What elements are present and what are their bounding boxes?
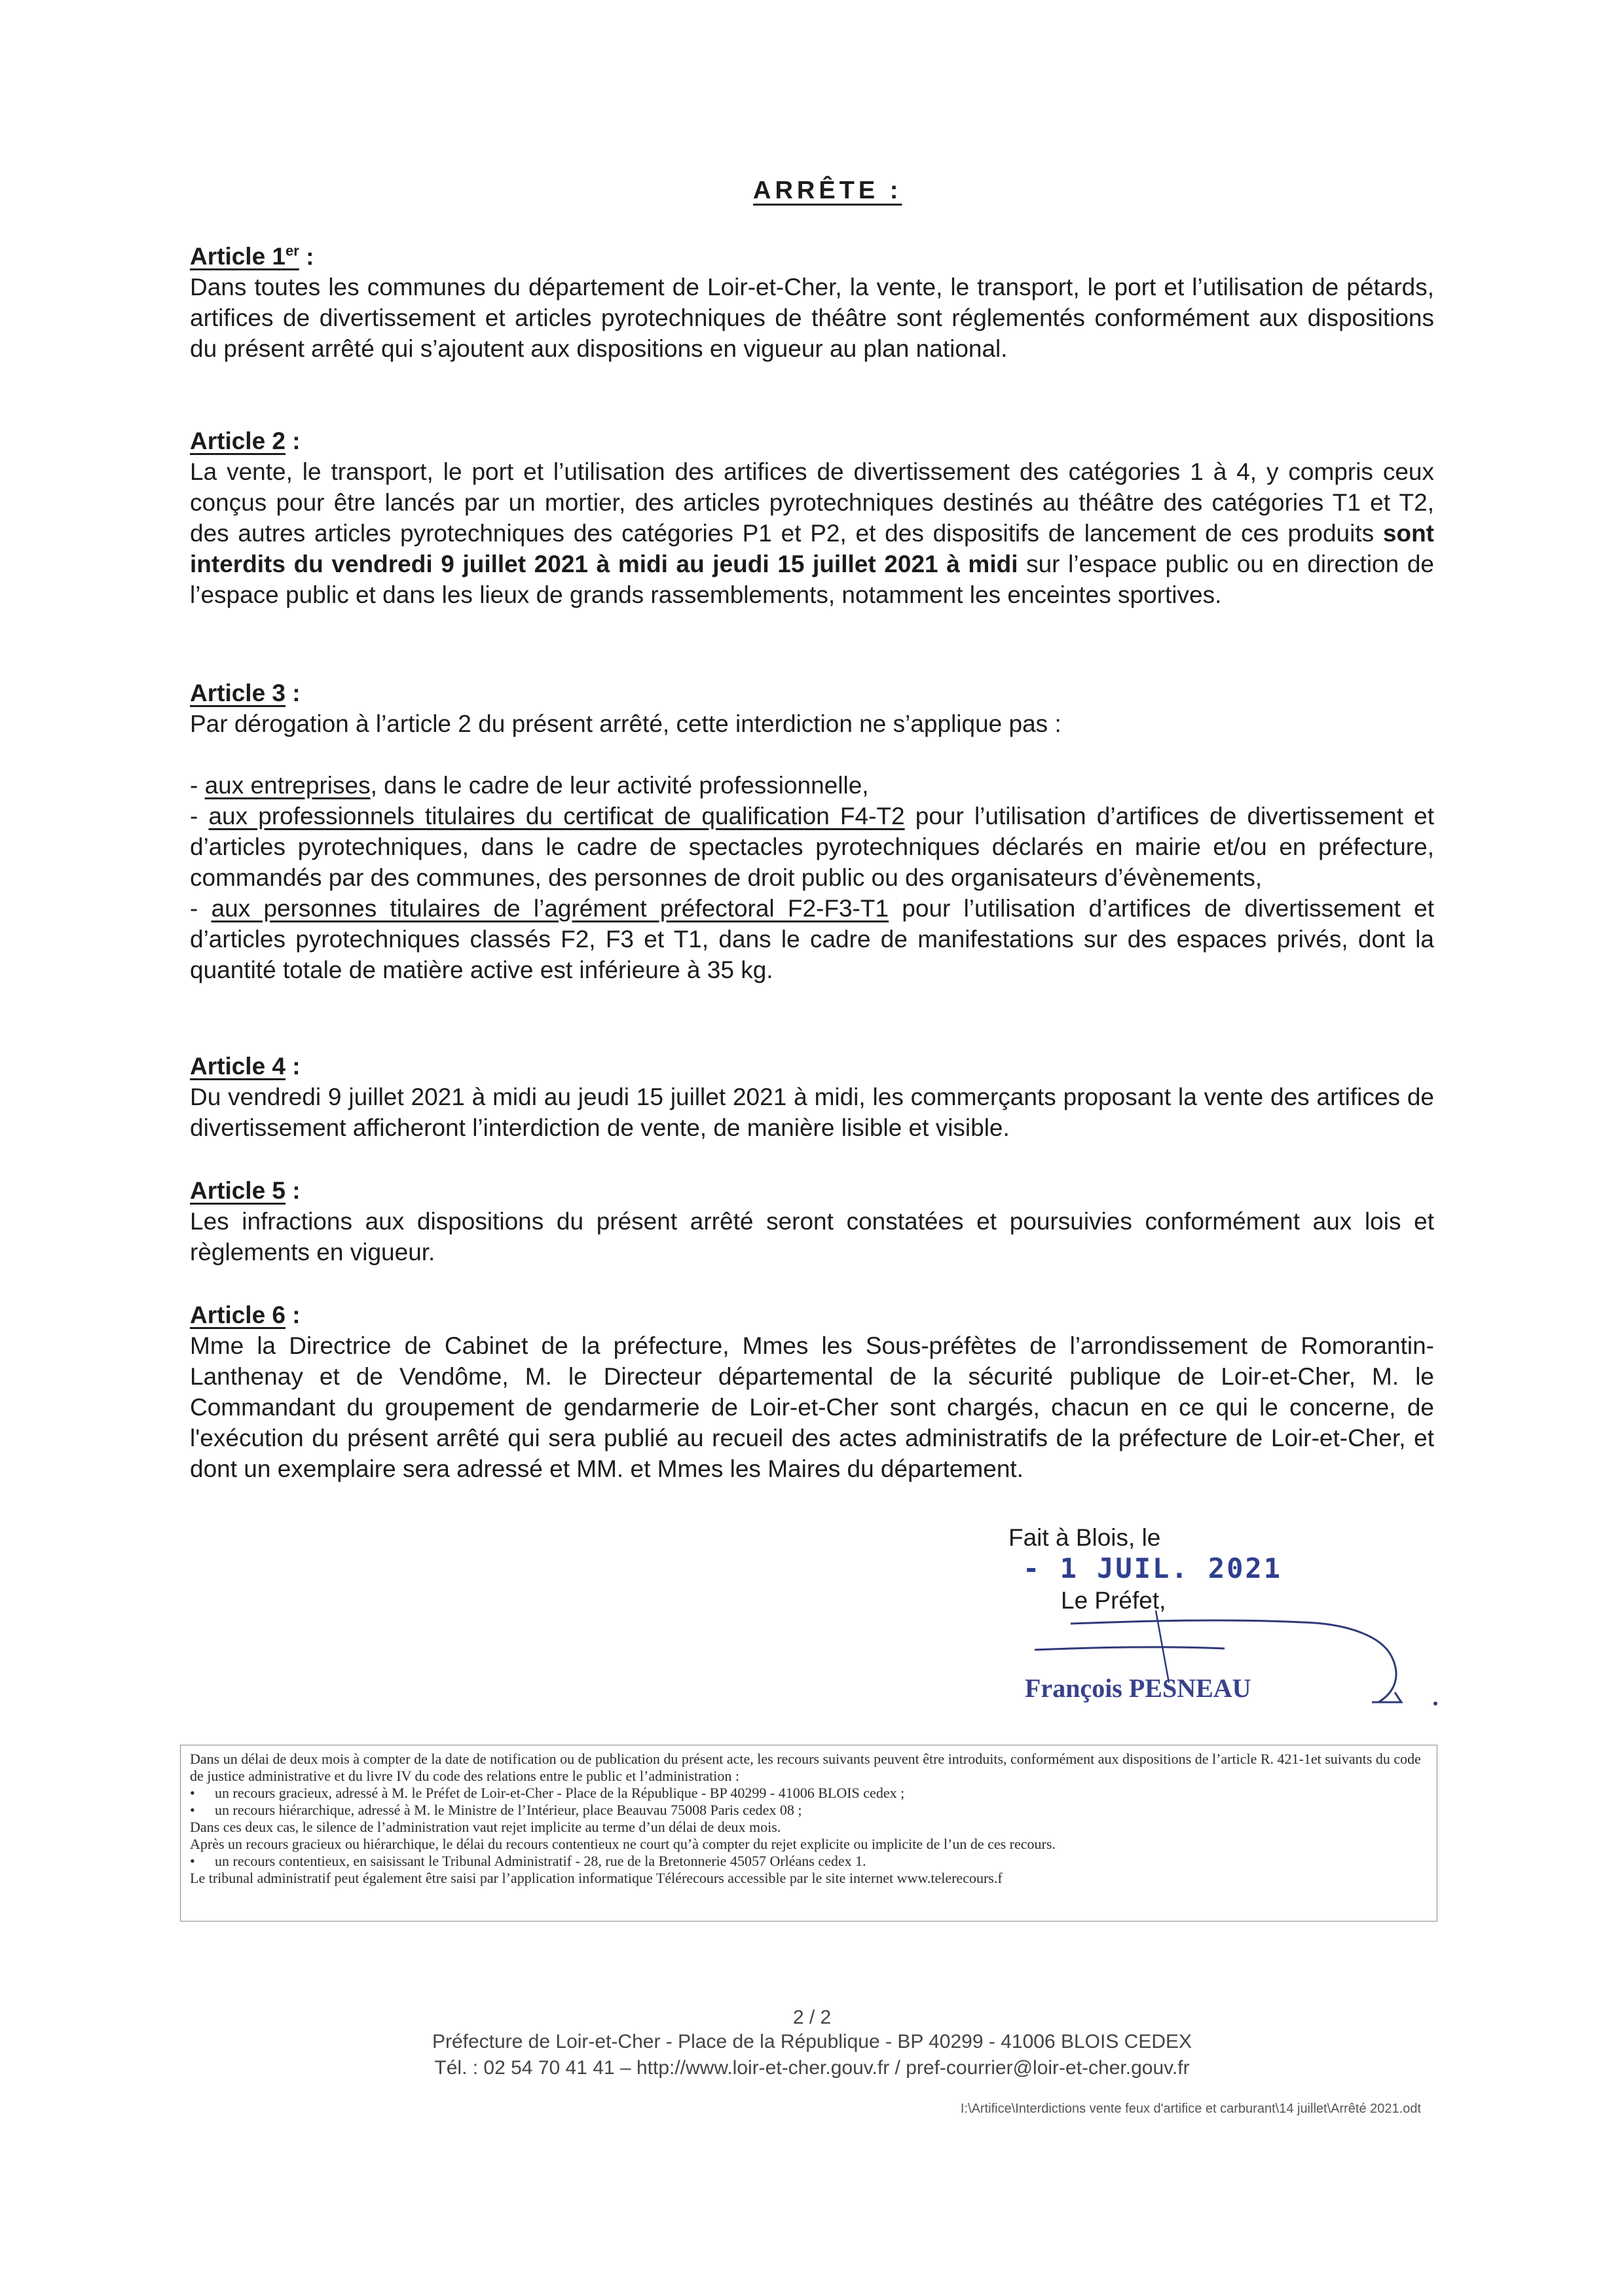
- exemption-item: - aux entreprises, dans le cadre de leur activité professionnelle,: [190, 772, 869, 799]
- article-6-heading: Article 6: [190, 1302, 286, 1328]
- article-2-heading: Article 2: [190, 428, 286, 454]
- signatory-role: Le Préfet,: [1061, 1587, 1166, 1614]
- notice-line: Dans ces deux cas, le silence de l’administration vaut rejet implicite au terme d’un délai de deux mois.: [190, 1819, 781, 1835]
- page-number: 2 / 2: [792, 2007, 832, 2028]
- exemption-item: - aux personnes titulaires de l’agrément préfectoral F2-F3-T1 pour l’utilisation d’artifices de divertissement et d’articles pyrotechniques classés F2, F3 et T1, dans le cadre de manifestations sur des espaces privés, dont la quantité totale de matière active est inférieure à 35 kg.: [190, 895, 1435, 983]
- article-4-text: Du vendredi 9 juillet 2021 à midi au jeudi 15 juillet 2021 à midi, les commerçants proposant la vente des artifices de divertissement afficheront l’interdiction de vente, de manière lisible et visible.: [190, 1084, 1434, 1141]
- notice-line: Après un recours gracieux ou hiérarchique, le délai du recours contentieux ne court qu’à compter du rejet explicite ou implicite de l’un de ces recours.: [190, 1836, 1056, 1852]
- footer-address: Préfecture de Loir-et-Cher - Place de la République - BP 40299 - 41006 BLOIS CEDEX: [432, 2031, 1192, 2052]
- article-1-text: Dans toutes les communes du département de Loir-et-Cher, la vente, le transport, le port et l’utilisation de pétards, artifices de divertissement et articles pyrotechniques de théâtre sont réglementés conformément aux dispositions du présent arrêté qui s’ajoutent aux dispositions en vigueur au plan national.: [190, 274, 1434, 363]
- notice-intro: Dans un délai de deux mois à compter de la date de notification ou de publication du présent acte, les recours suivants peuvent être introduits, conformément aux dispositions de l’article R. 421-1et suivants du code de justice administrative et du livre IV du code des relations entre le public et l’administration :: [190, 1751, 1421, 1784]
- article-2-text: La vente, le transport, le port et l’utilisation des artifices de divertissement des catégories 1 à 4, y compris ceux conçus pour être lancés par un mortier, des articles pyrotechniques destinés au théâtre des catégories T1 et T2, des autres articles pyrotechniques des catégories P1 et P2, et des dispositifs de lancement de ces produits sont interdits du vendredi 9 juillet 2021 à midi au jeudi 15 juillet 2021 à midi sur l’espace public ou en direction de l’espace public et dans les lieux de grands rassemblements, notamment les enceintes sportives.: [190, 458, 1434, 608]
- notice-line: Le tribunal administratif peut également être saisi par l’application informatique Télérecours accessible par le site internet www.telerecours.f: [190, 1870, 1003, 1886]
- article-4: Article 4 : Du vendredi 9 juillet 2021 à midi au jeudi 15 juillet 2021 à midi, les commerçants proposant la vente des artifices de divertissement afficheront l’interdiction de vente, de manière lisible et visible.: [190, 1051, 1434, 1143]
- article-6-text: Mme la Directrice de Cabinet de la préfecture, Mmes les Sous-préfètes de l’arrondissement de Romorantin-Lanthenay et de Vendôme, M. le Directeur départemental de la sécurité publique de Loir-et-Cher, M. le Commandant du groupement de gendarmerie de Loir-et-Cher sont chargés, chacun en ce qui le concerne, de l'exécution du présent arrêté qui sera publié au recueil des actes administratifs de la préfecture de Loir-et-Cher, et dont un exemplaire sera adressé et MM. et Mmes les Maires du département.: [190, 1332, 1434, 1482]
- article-5-heading: Article 5: [190, 1177, 286, 1204]
- footer-contact: Tél. : 02 54 70 41 41 – http://www.loir-et-cher.gouv.fr / pref-courrier@loir-et-cher.gouv.fr: [434, 2057, 1190, 2079]
- signature-block: [1008, 1522, 1414, 1616]
- file-path: I:\Artifice\Interdictions vente feux d'artifice et carburant\14 juillet\Arrêté 2021.odt: [960, 2102, 1421, 2116]
- article-4-heading: Article 4: [190, 1053, 286, 1080]
- article-3: Article 3 : Par dérogation à l’article 2 du présent arrêté, cette interdiction ne s’applique pas : - aux entreprises, dans le cadre de leur activité professionnelle, - aux professionnels titulaires du certificat de qualification F4-T2 pour l’utilisation d’artifices de divertissement et d’articles pyrotechniques, dans le cadre de spectacles pyrotechniques déclarés en mairie et/ou en préfecture, commandés par des communes, des personnes de droit public ou des organisateurs d’évènements, - aux personnes titulaires de l’agrément préfectoral F2-F3-T1 pour l’utilisation d’artifices de divertissement et d’articles pyrotechniques classés F2, F3 et T1, dans le cadre de manifestations sur des espaces privés, dont la quantité totale de matière active est inférieure à 35 kg.: [190, 678, 1434, 985]
- signatory-name: François PESNEAU: [1025, 1673, 1251, 1703]
- appeal-notice: [180, 1745, 1437, 1922]
- article-5-text: Les infractions aux dispositions du présent arrêté seront constatées et poursuivies conformément aux lois et règlements en vigueur.: [190, 1208, 1434, 1266]
- article-6: Article 6 : Mme la Directrice de Cabinet de la préfecture, Mmes les Sous-préfètes de l’arrondissement de Romorantin-Lanthenay et de Vendôme, M. le Directeur départemental de la sécurité publique de Loir-et-Cher, M. le Commandant du groupement de gendarmerie de Loir-et-Cher sont chargés, chacun en ce qui le concerne, de l'exécution du présent arrêté qui sera publié au recueil des actes administratifs de la préfecture de Loir-et-Cher, et dont un exemplaire sera adressé et MM. et Mmes les Maires du département.: [190, 1300, 1434, 1484]
- date-stamp: - 1 JUIL. 2021: [1023, 1552, 1283, 1584]
- exemption-item: - aux professionnels titulaires du certificat de qualification F4-T2 pour l’utilisation d’artifices de divertissement et d’articles pyrotechniques, dans le cadre de spectacles pyrotechniques déclarés en mairie et/ou en préfecture, commandés par des communes, des personnes de droit public ou des organisateurs d’évènements,: [190, 803, 1435, 891]
- article-2: Article 2 : La vente, le transport, le port et l’utilisation des artifices de divertissement des catégories 1 à 4, y compris ceux conçus pour être lancés par un mortier, des articles pyrotechniques destinés au théâtre des catégories T1 et T2, des autres articles pyrotechniques des catégories P1 et P2, et des dispositifs de lancement de ces produits sont interdits du vendredi 9 juillet 2021 à midi au jeudi 15 juillet 2021 à midi sur l’espace public ou en direction de l’espace public et dans les lieux de grands rassemblements, notamment les enceintes sportives.: [190, 426, 1434, 610]
- decree-title: ARRÊTE :: [753, 177, 902, 204]
- article-1: Article 1er : Dans toutes les communes du département de Loir-et-Cher, la vente, le transport, le port et l’utilisation de pétards, artifices de divertissement et articles pyrotechniques de théâtre sont réglementés conformément aux dispositions du présent arrêté qui s’ajoutent aux dispositions en vigueur au plan national.: [190, 236, 1434, 364]
- article-5: Article 5 : Les infractions aux dispositions du présent arrêté seront constatées et poursuivies conformément aux lois et règlements en vigueur.: [190, 1175, 1434, 1267]
- notice-bullet: • un recours hiérarchique, adressé à M. le Ministre de l’Intérieur, place Beauvau 75008 Paris cedex 08 ;: [190, 1802, 1428, 1819]
- article-3-intro: Par dérogation à l’article 2 du présent arrêté, cette interdiction ne s’applique pas :: [190, 710, 1061, 737]
- prohibition-period: sont interdits du vendredi 9 juillet 2021 à midi au jeudi 15 juillet 2021 à midi: [190, 520, 1434, 577]
- signature-place: Fait à Blois, le: [1008, 1524, 1161, 1551]
- notice-bullet: • un recours gracieux, adressé à M. le Préfet de Loir-et-Cher - Place de la République - BP 40299 - 41006 BLOIS cedex ;: [190, 1785, 1428, 1802]
- article-3-heading: Article 3: [190, 680, 286, 706]
- handwritten-signature: [1008, 1604, 1454, 1735]
- notice-bullet: • un recours contentieux, en saisissant le Tribunal Administratif - 28, rue de la Bretonnerie 45057 Orléans cedex 1.: [190, 1853, 1428, 1870]
- article-1-heading: Article 1er: [190, 243, 299, 270]
